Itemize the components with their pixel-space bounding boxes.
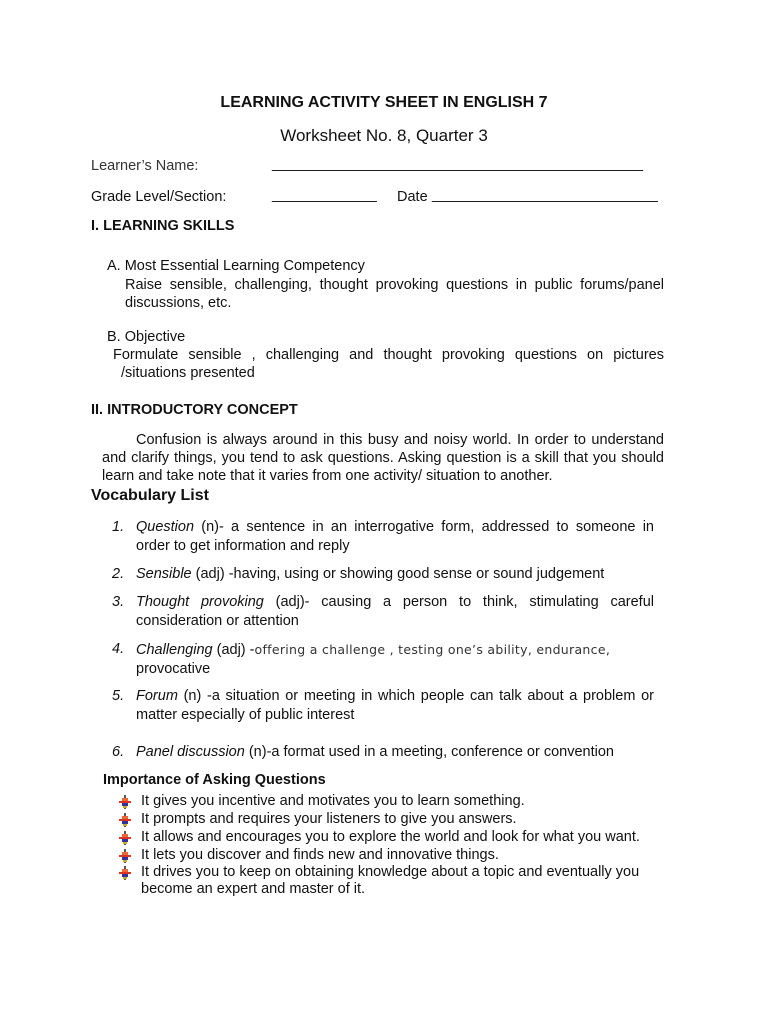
importance-text: It prompts and requires your listeners to give you answers. (141, 811, 517, 827)
objective-label: B. Objective (107, 329, 186, 345)
page-title: LEARNING ACTIVITY SHEET IN ENGLISH 7 (220, 94, 548, 111)
learner-name-blank[interactable]: ______________________________________________ (272, 156, 643, 172)
vocab-item-challenging (112, 640, 654, 679)
objective-text-line1: Formulate sensible , challenging and thought provoking questions on pictures (113, 347, 664, 363)
competency-text: Raise sensible, challenging, thought provoking questions in public forums/panel discussions, etc. (125, 277, 664, 311)
vocab-definition: (n)- a sentence in an interrogative form, addressed to someone in order to get information and reply (136, 519, 654, 554)
vocabulary-list-title: Vocabulary List (91, 487, 209, 504)
vocab-number: 3. (112, 594, 125, 610)
importance-item (118, 811, 678, 828)
grade-level-blank[interactable]: _____________ (272, 187, 377, 203)
vocab-definition: (adj)- causing a person to think, stimulating careful consideration or attention (136, 594, 654, 629)
introductory-concept-heading: II. INTRODUCTORY CONCEPT (91, 402, 298, 418)
vocab-number: 6. (112, 744, 125, 760)
vocab-item-sensible (112, 565, 654, 584)
competency-label: A. Most Essential Learning Competency (107, 258, 365, 274)
vocab-definition: (n) -a situation or meeting in which people can talk about a problem or matter especially of public interest (136, 688, 654, 723)
grade-level-label: Grade Level/Section: (91, 189, 227, 205)
vocab-number: 5. (112, 688, 125, 704)
importance-title: Importance of Asking Questions (103, 772, 326, 788)
introductory-paragraph: Confusion is always around in this busy and noisy world. In order to understand and clarify things, you tend to ask questions. Asking question is a skill that you should learn and take note that it varies from one activity/ situation to another. (102, 432, 664, 484)
vocab-definition-continued: offering a challenge , testing one’s ability, endurance, (254, 642, 611, 657)
push-pin-icon (118, 831, 132, 845)
vocab-item-panel-discussion (112, 743, 672, 762)
date-blank[interactable]: ____________________________ (432, 187, 658, 203)
importance-item (118, 864, 666, 898)
vocab-definition: (adj) - (212, 642, 255, 658)
vocab-item-question (112, 518, 654, 556)
vocab-term: Thought provoking (136, 594, 264, 610)
push-pin-icon (118, 849, 132, 863)
objective-text-line2: /situations presented (121, 365, 255, 381)
vocab-definition: (n)-a format used in a meeting, conference or convention (244, 744, 614, 760)
importance-text: It allows and encourages you to explore the world and look for what you want. (141, 829, 640, 845)
push-pin-icon (118, 813, 132, 827)
importance-item (118, 793, 678, 810)
date-label: Date (397, 189, 428, 205)
vocab-term: Panel discussion (136, 744, 245, 760)
importance-item (118, 847, 678, 864)
vocab-item-forum (112, 687, 654, 725)
vocab-definition: (adj) -having, using or showing good sense or sound judgement (191, 566, 605, 582)
vocab-number: 2. (112, 566, 125, 582)
vocab-term: Forum (136, 688, 178, 704)
vocab-term: Sensible (136, 566, 192, 582)
vocab-number: 4. (112, 641, 125, 657)
importance-text: It lets you discover and finds new and innovative things. (141, 847, 499, 863)
importance-text: It gives you incentive and motivates you to learn something. (141, 793, 525, 809)
importance-item (118, 829, 678, 846)
importance-text: It drives you to keep on obtaining knowledge about a topic and eventually you become an expert and master of it. (141, 864, 640, 897)
learning-skills-heading: I. LEARNING SKILLS (91, 218, 235, 234)
vocab-definition-tail: provocative (136, 661, 211, 677)
worksheet-subtitle: Worksheet No. 8, Quarter 3 (280, 126, 488, 145)
vocab-number: 1. (112, 519, 125, 535)
vocab-term: Question (136, 519, 195, 535)
learner-name-label: Learner’s Name: (91, 158, 199, 174)
vocab-term: Challenging (136, 642, 213, 658)
push-pin-icon (118, 866, 132, 880)
push-pin-icon (118, 795, 132, 809)
vocab-item-thought-provoking (112, 593, 654, 631)
